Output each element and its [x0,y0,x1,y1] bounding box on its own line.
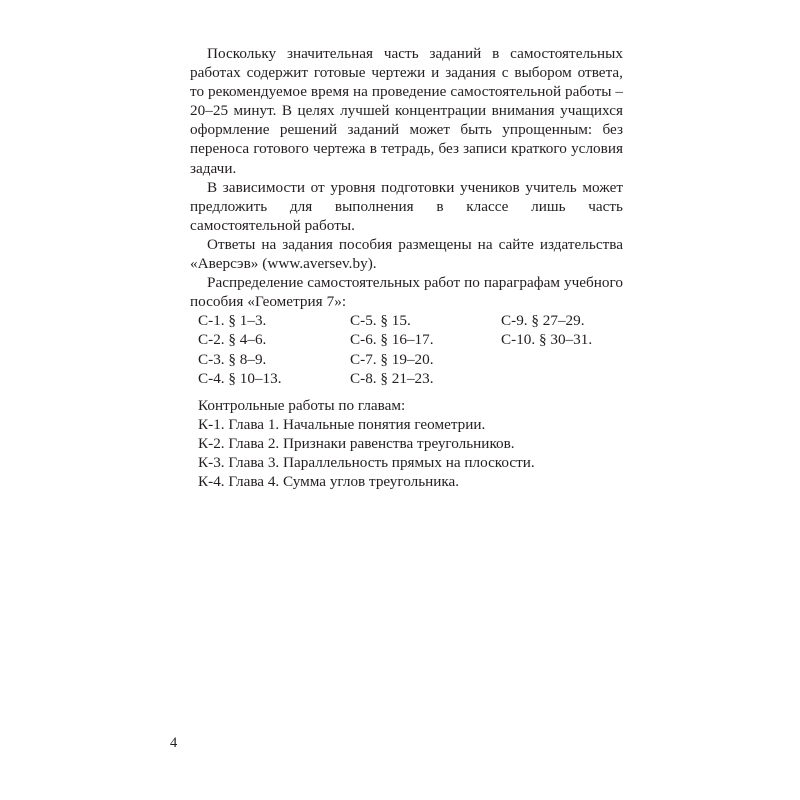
self-study-item [501,369,623,388]
control-works-block [190,396,623,491]
page-text-block [190,44,623,491]
paragraph-distribution-heading: Распределение самостоятельных работ по параграфам учебного пособия «Геометрия 7»: [190,274,623,311]
table-row [190,350,623,369]
paragraph-answers-website: Ответы на задания пособия размещены на сайте издательства «Аверсэв» (www.aversev.by). [190,235,623,273]
self-study-distribution-table [190,311,623,387]
table-row [190,311,623,330]
page-number: 4 [170,735,178,751]
self-study-item: С-4. § 10–13. [198,369,282,387]
self-study-item: С-7. § 19–20. [350,350,434,368]
list-item: К-3. Глава 3. Параллельность прямых на плоскости. [198,453,535,471]
paragraph-teacher-discretion: В зависимости от уровня подготовки учеников учитель может предложить для выполнения в классе лишь часть самостоятельной работы. [190,178,623,234]
self-study-item: С-5. § 15. [350,312,411,330]
table-row [190,369,623,388]
self-study-item [501,350,623,369]
table-row [190,330,623,349]
control-works-heading: Контрольные работы по главам: [198,396,406,414]
self-study-item: С-6. § 16–17. [350,331,434,349]
self-study-item: С-8. § 21–23. [350,369,434,387]
list-item: К-1. Глава 1. Начальные понятия геометрии. [198,415,486,433]
list-item: К-2. Глава 2. Признаки равенства треугольников. [198,434,515,452]
self-study-item: С-10. § 30–31. [501,331,593,349]
self-study-item: С-2. § 4–6. [198,331,267,349]
paragraph-intro: Поскольку значительная часть заданий в самостоятельных работах содержит готовые чертежи и задания с выбором ответа, то рекомендуемое время на проведение самостоятельной работы – 20–25 минут. В целях лучшей концентрации внимания учащихся оформление решений заданий может быть упрощенным: без переноса готового чертежа в тетрадь, без записи краткого условия задачи. [190,45,623,177]
list-item: К-4. Глава 4. Сумма углов треугольника. [198,473,460,491]
self-study-item: С-3. § 8–9. [198,350,267,368]
self-study-item: С-9. § 27–29. [501,312,585,330]
self-study-item: С-1. § 1–3. [198,312,267,330]
